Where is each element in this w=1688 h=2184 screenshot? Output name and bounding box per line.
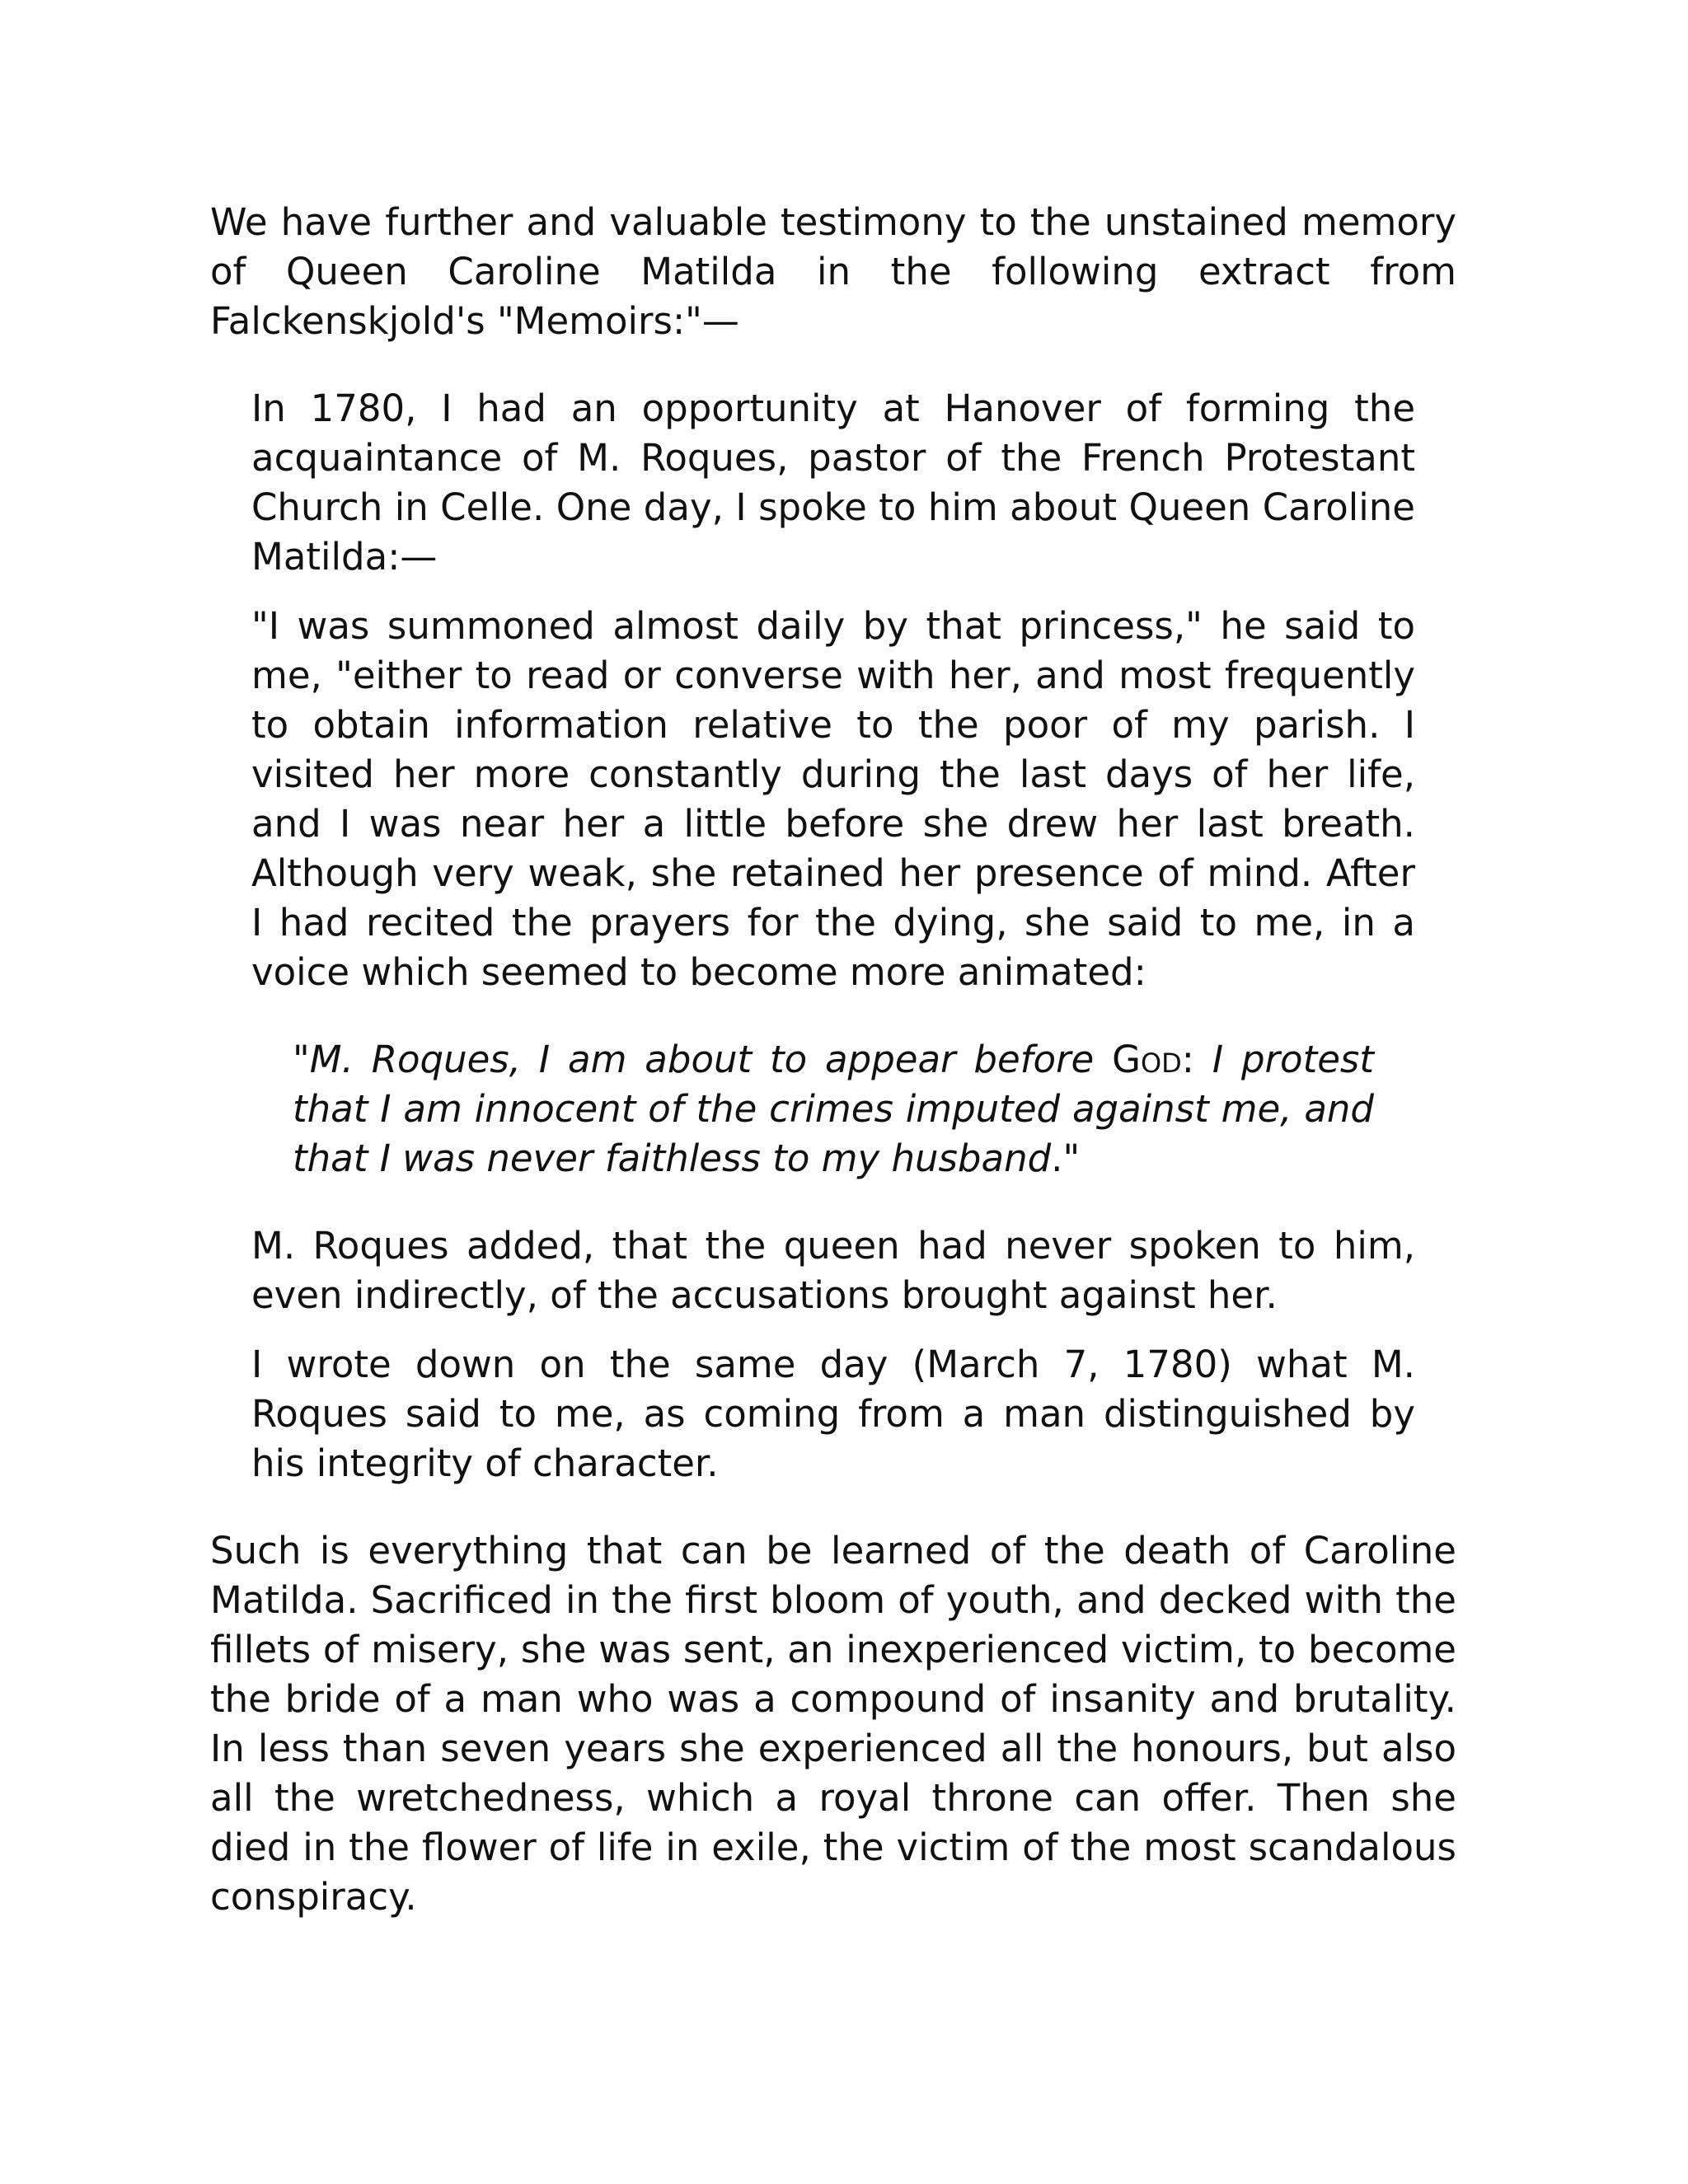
document-page xyxy=(210,198,1456,1922)
quote-paragraph-3: M. Roques added, that the queen had never spoken to him, even indirectly, of the accusations brought against her. xyxy=(251,1224,1415,1317)
block-quote xyxy=(251,384,1415,1488)
inner-quote xyxy=(293,1035,1374,1183)
inner-quote-part-1: M. Roques, I am about to appear before xyxy=(309,1038,1095,1081)
inner-quote-part-2: I protest that I am innocent of the crimes imputed against me, and that I was never faithless to my husband xyxy=(293,1038,1374,1180)
inner-quote-paragraph xyxy=(293,1035,1374,1183)
inner-quote-close: ." xyxy=(1051,1137,1081,1180)
inner-quote-colon: : xyxy=(1181,1038,1194,1081)
quote-paragraph-1: In 1780, I had an opportunity at Hanover of forming the acquaintance of M. Roques, pastor of the French Protestant Church in Celle. One day, I spoke to him about Queen Caroline Matilda:— xyxy=(251,387,1415,579)
closing-paragraph: Such is everything that can be learned of the death of Caroline Matilda. Sacrificed in the first bloom of youth, and decked with the fillets of misery, she was sent, an inexperienced victim, to become the bride of a man who was a compound of insanity and brutality. In less than seven years she experienced all the honours, but also all the wretchedness, which a royal throne can offer. Then she died in the flower of life in exile, the victim of the most scandalous conspiracy. xyxy=(210,1529,1456,1919)
intro-paragraph: We have further and valuable testimony to the unstained memory of Queen Caroline Matilda in the following extract from Falckenskjold's "Memoirs:"— xyxy=(210,200,1456,343)
inner-open-quote: " xyxy=(293,1038,310,1081)
quote-paragraph-2: "I was summoned almost daily by that princess," he said to me, "either to read or converse with her, and most frequently to obtain information relative to the poor of my parish. I visited her more constantly during the last days of her life, and I was near her a little before she drew her last breath. Although very weak, she retained her presence of mind. After I had recited the prayers for the dying, she said to me, in a voice which seemed to become more animated: xyxy=(251,604,1415,994)
quote-paragraph-4: I wrote down on the same day (March 7, 1780) what M. Roques said to me, as coming from a man distinguished by his integrity of character. xyxy=(251,1343,1415,1485)
inner-quote-god: God xyxy=(1112,1038,1182,1081)
